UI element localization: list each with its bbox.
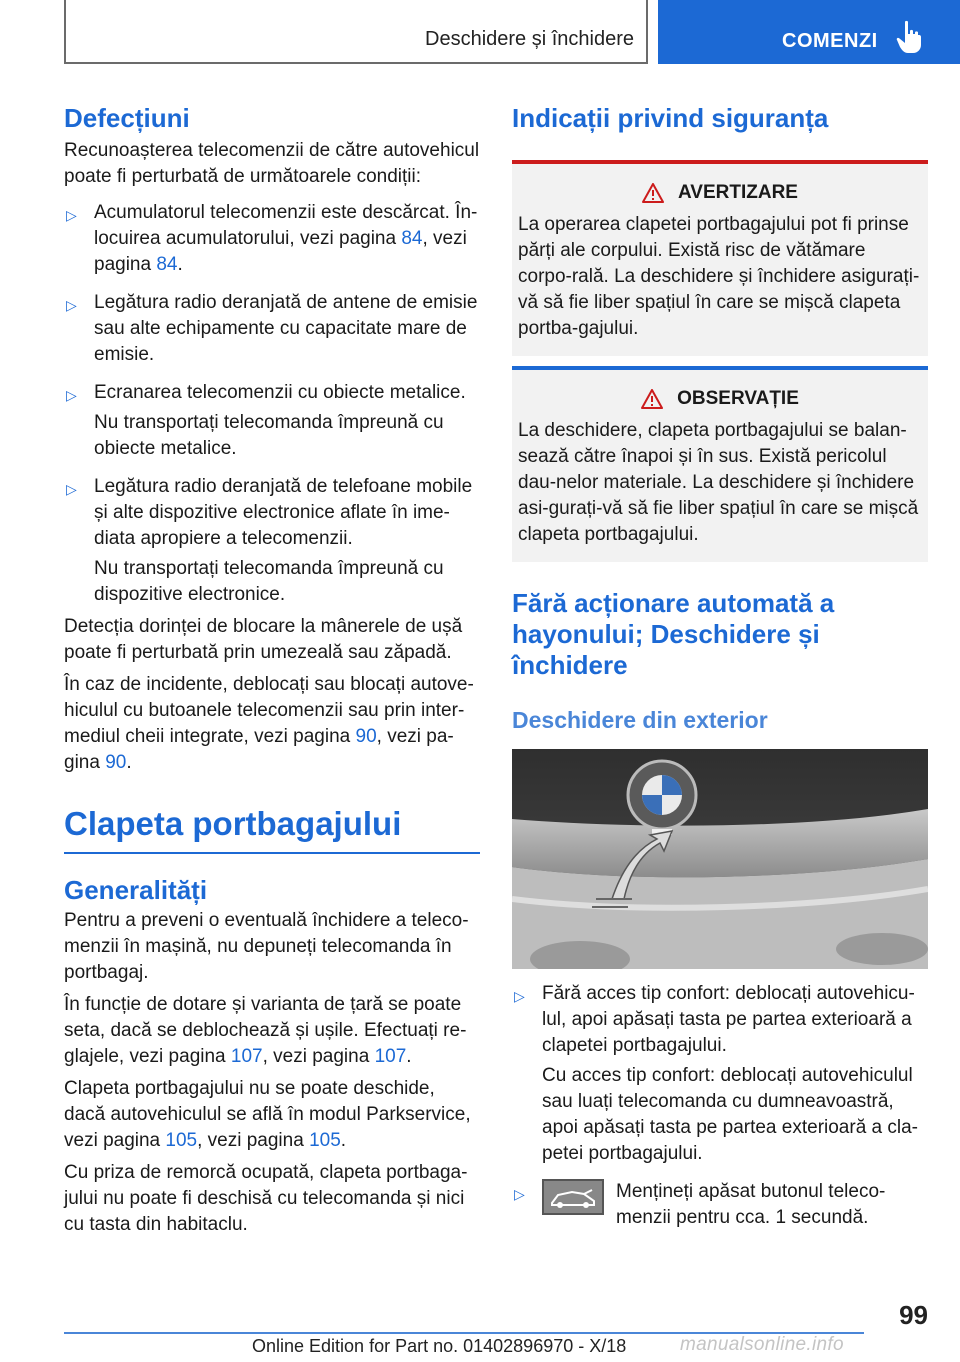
right-column [512, 100, 928, 1231]
header-chapter-tab[interactable] [658, 0, 960, 64]
list-item: ▷ Acumulatorul telecomenzii este descărcat. În-locuirea acumulatorului, vezi pagina 84, vezi pagina 84. [66, 202, 478, 275]
page-link[interactable]: 105 [309, 1130, 341, 1151]
triangle-bullet-icon: ▷ [514, 1186, 525, 1202]
warning-label: AVERTIZARE [678, 182, 798, 203]
paragraph: Detecția dorinței de blocare la mânerele de ușă poate fi perturbată prin umezeală sau zăpadă. [64, 616, 463, 663]
tailgate-illustration [512, 749, 928, 969]
page-link[interactable]: 105 [165, 1130, 198, 1151]
chapter-title: COMENZI [782, 30, 878, 52]
page-link[interactable]: 84 [156, 254, 178, 275]
warning-triangle-icon [642, 183, 664, 203]
page-link[interactable]: 84 [401, 228, 423, 249]
pointing-hand-icon [896, 20, 922, 54]
left-column [64, 100, 480, 1238]
list-item-note: Nu transportați telecomanda împreună cu dispozitive electronice. [94, 558, 444, 605]
generalitati-heading: Generalități [64, 875, 208, 905]
paragraph: În caz de incidente, deblocați sau blocați autove-hiculul cu butoanele telecomenzii sau prin inter-mediul cheii integrate, vezi pagina 90, vezi pa-gina 90. [64, 674, 474, 773]
tailgate-remote-button-icon [542, 1179, 604, 1215]
triangle-bullet-icon: ▷ [514, 988, 525, 1004]
section-title: Deschidere și închidere [425, 28, 634, 50]
page-link[interactable]: 107 [230, 1046, 263, 1067]
note-text: La deschidere, clapeta portbagajului se balan-sează către înapoi și în sus. Există pericolul dau-nelor materiale. La deschidere și închidere asi-gurați-vă să fie liber spațiul în care se mișcă clapeta portbagajului. [518, 420, 919, 545]
exterior-heading: Deschidere din exterior [512, 707, 768, 733]
manual-tailgate-heading: Fără acționare automată a hayonului; Deschidere și închidere [512, 588, 835, 680]
tailgate-button-figure [512, 749, 928, 969]
edition-text: Online Edition for Part no. 01402896970 - X/18 [252, 1336, 627, 1356]
caution-triangle-icon [641, 389, 663, 409]
paragraph: Pentru a preveni o eventuală închidere a teleco-menzii în mașină, nu depuneți telecomanda în portbagaj. [64, 910, 469, 983]
list-item: ▷ Ecranarea telecomenzii cu obiecte metalice. Nu transportați telecomanda împreună cu obiecte metalice. [64, 380, 480, 462]
paragraph: În funcție de dotare și varianta de țară se poate seta, dacă se deblochează și ușile. Efectuați re-glajele, vezi pagina 107, vezi pagina 107. [64, 994, 467, 1067]
watermark: manualsonline.info [680, 1334, 844, 1355]
warning-box [512, 160, 928, 356]
page-link[interactable]: 90 [105, 752, 127, 773]
page-link[interactable]: 90 [355, 726, 377, 747]
note-label: OBSERVAȚIE [677, 388, 799, 409]
page-number: 99 [899, 1300, 928, 1330]
defectiuni-intro: Recunoașterea telecomenzii de către autovehicul poate fi perturbată de următoarele condiții: [64, 140, 480, 187]
triangle-bullet-icon: ▷ [66, 297, 77, 313]
triangle-bullet-icon: ▷ [66, 481, 77, 497]
paragraph: Cu priza de remorcă ocupată, clapeta portbaga-jului nu poate fi deschisă cu telecomanda și nici cu tasta din habitaclu. [64, 1162, 468, 1235]
list-item [512, 1179, 928, 1231]
step-text: Mențineți apăsat butonul teleco-menzii pentru cca. 1 secundă. [616, 1181, 886, 1228]
page-link[interactable]: 107 [374, 1046, 407, 1067]
warning-text: La operarea clapetei portbagajului pot fi prinse părți ale corpului. Există risc de vătămare corpo-rală. La deschidere și închidere asigurați-vă să fie liber spațiul în care se mișcă clapeta portba-gajului. [518, 214, 920, 339]
clapeta-heading: Clapeta portbagajului [64, 802, 480, 854]
note-box [512, 366, 928, 562]
list-item: ▷ Legătura radio deranjată de antene de emisie sau alte echipamente cu capacitate mare de emisie. [66, 292, 478, 365]
paragraph: Clapeta portbagajului nu se poate deschide, dacă autovehiculul se află în modul Parkservice, vezi pagina 105, vezi pagina 105. [64, 1078, 471, 1151]
list-item: ▷ Fără acces tip confort: deblocați autovehicu-lul, apoi apăsați tasta pe partea exterioară a clapetei portbagajului. Cu acces tip confort: deblocați autovehiculul sau luați telecomanda cu dumneavoastră, apoi apăsați tasta pe partea exterioară a cla-petei portbagajului. [512, 981, 928, 1167]
triangle-bullet-icon: ▷ [66, 387, 77, 403]
list-item-note: Nu transportați telecomanda împreună cu obiecte metalice. [94, 412, 444, 459]
triangle-bullet-icon: ▷ [66, 207, 77, 223]
safety-heading: Indicații privind siguranța [512, 103, 829, 133]
list-item: ▷ Legătura radio deranjată de telefoane mobile și alte dispozitive electronice aflate în ime-diata apropiere a telecomenzii. Nu transportați telecomanda împreună cu dispozitive electronice. [64, 474, 480, 608]
list-item-note: Cu acces tip confort: deblocați autovehiculul sau luați telecomanda cu dumneavoastră, apoi apăsați tasta pe partea exterioară a cla-petei portbagajului. [542, 1065, 919, 1164]
header-section-box [64, 0, 648, 64]
defectiuni-heading: Defecțiuni [64, 103, 190, 133]
